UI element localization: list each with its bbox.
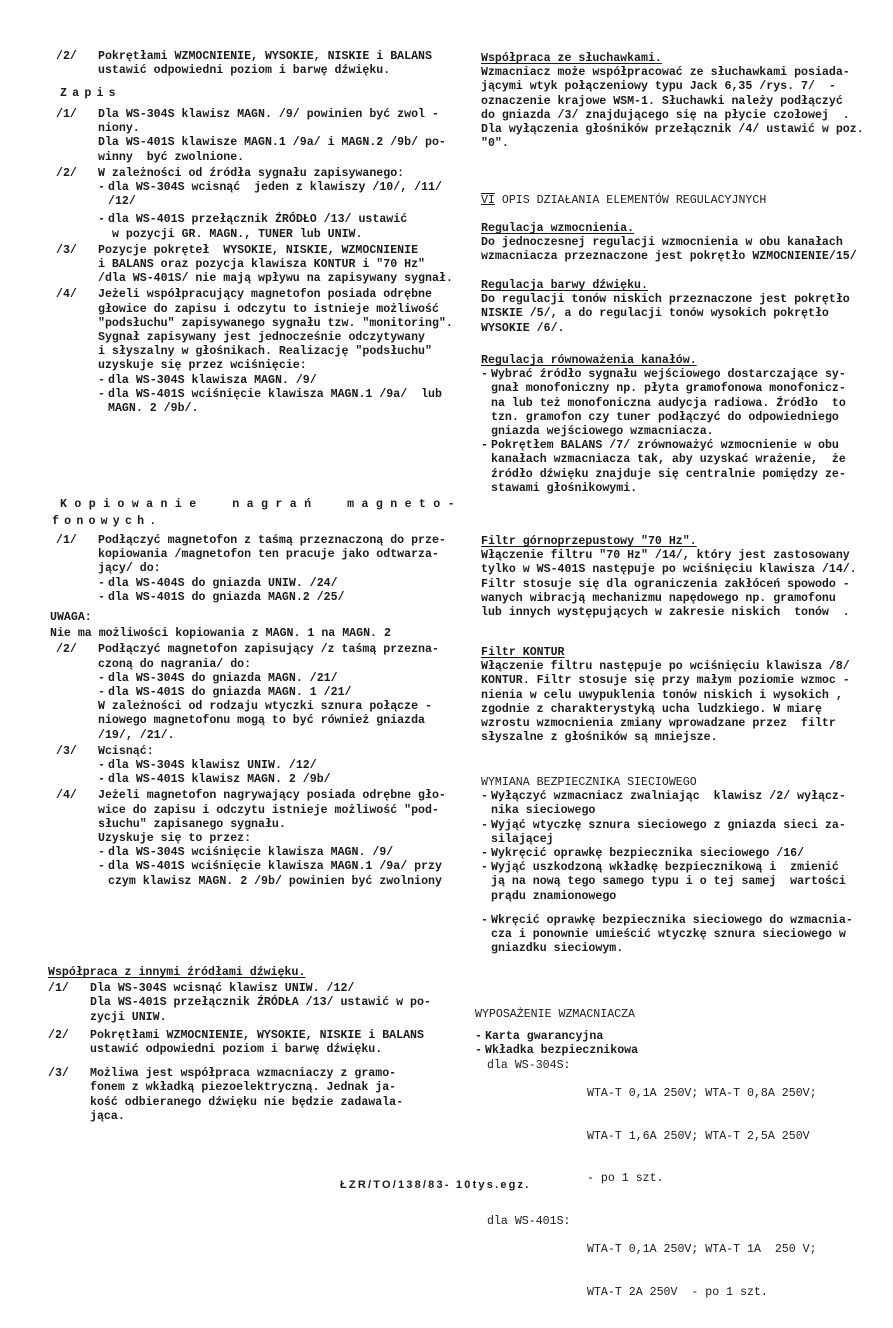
text-line: Wyjąć wtyczkę sznura sieciowego z gniazda sieci za- — [491, 818, 846, 832]
bullet-item: - Wkręcić oprawkę bezpiecznika sieciowego do wzmacnia- cza i ponownie umieścić wtyczkę sznura sieciowego w gniazdku sieciowym. — [481, 914, 876, 957]
text-line: jący/ do: — [98, 562, 161, 576]
fuse-model-label: dla WS-304S: — [487, 1058, 571, 1072]
text-line: gniazda wejściowego wzmacniacza. — [491, 425, 714, 439]
text-line: niowego magnetofonu mogą to być również gniazda — [98, 714, 425, 728]
text-line: W zależności od źródła sygnału zapisywanego: — [98, 166, 405, 180]
bullet-item: - dla WS-401S do gniazda MAGN. 1 /21/ — [98, 686, 456, 700]
section-heading: Zapis — [60, 87, 121, 100]
text-line: W zależności od rodzaju wtyczki sznura połącze - — [98, 700, 432, 714]
fuse-values — [587, 1059, 817, 1215]
text-line: wzrostu wzmocnienia zmiany wprowadzane przez filtr — [481, 717, 836, 731]
text-line: Pokrętłami WZMOCNIENIE, WYSOKIE, NISKIE i BALANS — [98, 50, 432, 63]
text-line: głowice do zapisu i odczytu to istnieje możliwość — [98, 302, 439, 316]
text-line: dla WS-401S przełącznik ŹRÓDŁO /13/ ustawić — [108, 213, 408, 227]
section-rownowazenie — [481, 354, 876, 496]
bullet-item: - dla WS-401S do gniazda MAGN.2 /25/ — [98, 591, 456, 605]
text-line: tzn. gramofon czy tuner podłączyć do odpowiedniego — [491, 410, 839, 424]
text-line: wanych wibracją mechanizmu napędowego np. gramofonu — [481, 591, 836, 605]
text-line: ją na nową tego samego typu i o tej samej wartości — [491, 875, 846, 889]
item-number: /4/ — [56, 789, 77, 803]
text-line: - po 1 szt. — [587, 1172, 664, 1186]
section-heading: Kopiowanie nagrań magneto- — [60, 498, 463, 511]
text-line: WTA-T 0,1A 250V; WTA-T 1A 250 V; — [587, 1243, 817, 1257]
numbered-item — [56, 108, 456, 165]
bullet-item: - Wyjąć wtyczkę sznura sieciowego z gniazda sieci za- silającej — [481, 819, 876, 847]
subsection-heading: Regulacja wzmocnienia. — [481, 222, 635, 235]
text-line: dla WS-401S wciśnięcie klawisza MAGN.1 /9a/ lub — [108, 387, 442, 401]
text-line: dla WS-304S wciśnięcie klawisza MAGN. /9/ — [108, 846, 394, 860]
numbered-item — [56, 50, 456, 78]
text-line: dla WS-401S do gniazda MAGN.2 /25/ — [108, 590, 345, 604]
text-line: i BALANS oraz pozycja klawisza KONTUR i "70 Hz" — [98, 258, 425, 272]
text-line: Pokrętłami WZMOCNIENIE, WYSOKIE, NISKIE i BALANS — [90, 1028, 424, 1042]
section-filtr-70hz — [481, 535, 876, 620]
text-line: na lub też monofoniczna audycja radiowa. Źródło to — [491, 396, 846, 410]
text-line: Dla WS-401S przełącznik ŹRÓDŁA /13/ ustawić w po- — [90, 996, 431, 1010]
text-line: Wyjąć uszkodzoną wkładkę bezpiecznikową i zmienić — [491, 861, 839, 875]
text-line: dla WS-401S klawisz MAGN. 2 /9b/ — [108, 773, 331, 787]
bullet-item: - Wyłączyć wzmacniacz zwalniając klawisz /2/ wyłącz- nika sieciowego — [481, 790, 876, 818]
text-line: Jeżeli współpracujący magnetofon posiada odrębne — [98, 288, 432, 302]
note-label: UWAGA: — [50, 611, 92, 625]
text-line: oznaczenie krajowe WSM-1. Słuchawki należy podłączyć — [481, 94, 843, 108]
numbered-item — [56, 534, 456, 605]
text-line: Wkręcić oprawkę bezpiecznika sieciowego do wzmacnia- — [491, 913, 853, 927]
text-line: Dla WS-304S klawisz MAGN. /9/ powinien być zwol - — [98, 108, 439, 121]
section-number: VI — [481, 194, 495, 207]
section-heading: WYMIANA BEZPIECZNIKA SIECIOWEGO — [481, 776, 697, 789]
text-line: fonem z wkładką piezoelektryczną. Jednak ja- — [90, 1081, 397, 1095]
text-line: lub innych występujących w zakresie niskich tonów . — [481, 606, 850, 620]
text-line: niony. — [98, 122, 140, 136]
text-line: KONTUR. Filtr stosuje się przy małym poziomie wzmoc - — [481, 674, 850, 688]
text-line: kanałach wzmacniacza tak, aby uzyskać wrażenie, że — [491, 453, 846, 467]
text-line: do gniazda /3/ znajdującego się na płycie czołowej . — [481, 108, 850, 122]
text-line: Filtr stosuje się dla ograniczenia zakłóceń spowodo - — [481, 577, 850, 591]
text-line: kopiowania /magnetofon ten pracuje jako odtwarza- — [98, 548, 439, 562]
kopiowanie-items — [50, 534, 456, 889]
bullet-item: - dla WS-401S przełącznik ŹRÓDŁO /13/ ustawić w pozycji GR. MAGN., TUNER lub UNIW. — [98, 213, 456, 241]
text-line: silającej — [491, 832, 554, 846]
bullet-item: - dla WS-304S klawisza MAGN. /9/ — [98, 374, 456, 388]
bullet-item: - Pokrętłem BALANS /7/ zrównoważyć wzmocnienie w obu kanałach wzmacniacza tak, aby uzyskać wrażenie, że źródło dźwięku znajduje się centralnie pomiędzy ze- stawami głośnikowymi. — [481, 439, 876, 496]
text-line: WTA-T 2A 250V - po 1 szt. — [587, 1285, 768, 1299]
item-number: /2/ — [48, 1028, 69, 1042]
subsection-heading: Filtr górnoprzepustowy "70 Hz". — [481, 535, 697, 548]
text-line: cza i ponownie umieścić wtyczkę sznura sieciowego w — [491, 928, 846, 942]
item-number: /4/ — [56, 288, 77, 302]
text-line: WYSOKIE /6/. — [481, 321, 565, 335]
text-line: Wybrać źródło sygnału wejściowego dostarczające sy- — [491, 368, 846, 382]
text-line: ustawić odpowiedni poziom i barwę dźwięku. — [98, 64, 391, 78]
text-line: Karta gwarancyjna — [485, 1030, 604, 1044]
fuse-row — [475, 1059, 870, 1215]
text-line: gnał monofoniczny np. płyta gramofonowa monofonicz- — [491, 382, 846, 396]
text-line: jącymi wtyk połączeniowy typu Jack 6,35 /rys. 7/ - — [481, 80, 836, 94]
numbered-item — [56, 745, 456, 788]
section-inne-zrodla — [48, 966, 448, 1124]
text-line: stawami głośnikowymi. — [491, 481, 638, 495]
section-heading: Współpraca ze słuchawkami. — [481, 52, 662, 65]
text-line: dla WS-304S do gniazda MAGN. /21/ — [108, 671, 338, 685]
text-line: dla WS-304S klawisz UNIW. /12/ — [108, 759, 317, 773]
text-line: Włączenie filtru "70 Hz" /14/, który jest zastosowany — [481, 549, 850, 563]
text-line: Jeżeli magnetofon nagrywający posiada odrębne gło- — [98, 789, 446, 803]
section-sluchawki — [481, 52, 876, 151]
bullet-item: - dla WS-401S wciśnięcie klawisza MAGN.1 /9a/ lub MAGN. 2 /9b/. — [98, 388, 456, 416]
text-line: Wcisnąć: — [98, 744, 154, 758]
text-line: Wyłączyć wzmacniacz zwalniając klawisz /2/ wyłącz- — [491, 790, 846, 804]
text-line: Podłączyć magnetofon z taśmą przeznaczoną do prze- — [98, 534, 446, 547]
text-line: Dla wyłączenia głośników przełącznik /4/ ustawić w poz. — [481, 123, 864, 137]
bullet-item: - dla WS-401S wciśnięcie klawisza MAGN.1 /9a/ przy czym klawisz MAGN. 2 /9b/ powinien być zwolniony — [98, 860, 456, 888]
text-line: nika sieciowego — [491, 804, 596, 818]
section-heading: Współpraca z innymi źródłami dźwięku. — [48, 966, 306, 979]
text-line: Wzmacniacz może współpracować ze słuchawkami posiada- — [481, 66, 850, 80]
note-text: Nie ma możliwości kopiowania z MAGN. 1 na MAGN. 2 — [50, 627, 391, 641]
text-line: słyszalne z głośników są mniejsze. — [481, 731, 718, 745]
text-line: tylko w WS-401S następuje po wciśnięciu klawisza /14/. — [481, 563, 857, 577]
bullet-item: - dla WS-304S wciśnięcie klawisza MAGN. /9/ — [98, 846, 456, 860]
text-line: prądu znamionowego — [491, 889, 617, 903]
text-line: źródło dźwięku znajduje się centralnie pomiędzy ze- — [491, 467, 846, 481]
numbered-item — [56, 288, 456, 416]
text-line: NISKIE /5/, a do regulacji tonów wysokich pokrętło — [481, 307, 829, 321]
text-line: Pozycje pokręteł WYSOKIE, NISKIE, WZMOCNIENIE — [98, 243, 419, 257]
text-line: "podsłuchu" zapisywanego sygnału tzw. "monitoring". — [98, 316, 453, 330]
item-number: /2/ — [56, 643, 77, 657]
text-line: słuchu" zapisanego sygnału. — [98, 817, 286, 831]
text-line: winny być zwolnione. — [98, 150, 245, 164]
bullet-item: - dla WS-304S wcisnąć jeden z klawiszy /10/, /11/ /12/ — [98, 181, 456, 209]
intro-paragraph — [56, 50, 456, 78]
section-heading: fonowych. — [52, 515, 162, 529]
section-zapis — [56, 87, 456, 101]
numbered-item — [56, 167, 456, 242]
numbered-item — [56, 643, 456, 742]
text-line: nienia w celu uwypuklenia tonów niskich i wysokich , — [481, 688, 843, 702]
section-wzmocnienie — [481, 222, 876, 265]
section-wyposazenie — [475, 1008, 870, 1328]
zapis-items — [56, 108, 456, 416]
bullet-item: - dla WS-404S do gniazda UNIW. /24/ — [98, 577, 456, 591]
bullet-item: - Wykręcić oprawkę bezpiecznika sieciowego /16/ — [481, 847, 876, 861]
item-number: /3/ — [56, 243, 77, 257]
bullet-item: - dla WS-304S klawisz UNIW. /12/ — [98, 759, 456, 773]
text-line: Dla WS-401S klawisze MAGN.1 /9a/ i MAGN.2 /9b/ po- — [98, 136, 446, 150]
text-line: dla WS-401S wciśnięcie klawisza MAGN.1 /9a/ przy — [108, 860, 442, 874]
text-line: /19/, /21/. — [98, 728, 175, 742]
text-line: dla WS-304S klawisza MAGN. /9/ — [108, 373, 317, 387]
section-heading: OPIS DZIAŁANIA ELEMENTÓW REGULACYJNYCH — [501, 194, 767, 207]
text-line: czym klawisz MAGN. 2 /9b/ powinien być zwolniony — [108, 874, 442, 888]
item-number: /1/ — [48, 982, 69, 996]
item-number: /3/ — [56, 744, 77, 758]
section-filtr-kontur — [481, 646, 876, 745]
text-line: w pozycji GR. MAGN., TUNER lub UNIW. — [112, 227, 363, 241]
text-line: Dla WS-304S wcisnąć klawisz UNIW. /12/ — [90, 982, 355, 996]
bullet-item: - Wkładka bezpiecznikowa — [475, 1044, 870, 1058]
bullet-item: - dla WS-401S klawisz MAGN. 2 /9b/ — [98, 773, 456, 787]
text-line: gniazdku sieciowym. — [491, 942, 624, 956]
section-kopiowanie — [52, 498, 463, 529]
section-wymiana-bezpiecznika — [481, 776, 876, 956]
text-line: uzyskuje się przez wciśnięcie: — [98, 359, 307, 373]
fuse-model-label: dla WS-401S: — [487, 1214, 571, 1228]
text-line: Do regulacji tonów niskich przeznaczone jest pokrętło — [481, 293, 850, 307]
text-line: Podłączyć magnetofon zapisujący /z taśmą przezna- — [98, 643, 439, 657]
text-line: Możliwa jest współpraca wzmacniaczy z gramo- — [90, 1067, 397, 1081]
subsection-heading: Filtr KONTUR — [481, 646, 565, 659]
text-line: dla WS-304S wcisnąć jeden z klawiszy /10/, /11/ — [108, 181, 442, 195]
text-line: Pokrętłem BALANS /7/ zrównoważyć wzmocnienie w obu — [491, 439, 839, 453]
text-line: Wykręcić oprawkę bezpiecznika sieciowego /16/ — [491, 847, 805, 861]
text-line: zycji UNIW. — [90, 1010, 167, 1024]
bullet-item: - dla WS-304S do gniazda MAGN. /21/ — [98, 672, 456, 686]
numbered-item — [56, 789, 456, 888]
section-6-heading — [481, 194, 876, 208]
text-line: jąca. — [90, 1109, 125, 1123]
text-line: zgodnie z charakterystyką ucha ludzkiego. W miarę — [481, 702, 822, 716]
fuse-values — [587, 1215, 817, 1328]
text-line: wice do zapisu i odczytu istnieje możliwość "pod- — [98, 803, 439, 817]
bullet-item: - Wybrać źródło sygnału wejściowego dostarczające sy- gnał monofoniczny np. płyta gramofonowa monofonicz- na lub też monofoniczna audycja radiowa. Źródło to tzn. gramofon czy tuner podłączyć do odpowiedniego gniazda wejściowego wzmacniacza. — [481, 368, 876, 439]
text-line: ustawić odpowiedni poziom i barwę dźwięku. — [90, 1043, 383, 1057]
text-line: dla WS-404S do gniazda UNIW. /24/ — [108, 576, 338, 590]
item-number: /1/ — [56, 534, 77, 547]
text-line: wzmacniacza przeznaczone jest pokrętło WZMOCNIENIE/15/ — [481, 250, 857, 264]
section-heading: WYPOSAŻENIE WZMACNIACZA — [475, 1008, 636, 1021]
subsection-heading: Regulacja równoważenia kanałów. — [481, 354, 697, 367]
print-footer: ŁZR/TO/138/83- 10tys.egz. — [340, 1179, 531, 1191]
item-number: /2/ — [56, 166, 77, 180]
bullet-item: - Karta gwarancyjna — [475, 1030, 870, 1044]
item-number: /2/ — [56, 50, 77, 63]
numbered-item — [48, 1029, 448, 1057]
item-number: /3/ — [48, 1067, 69, 1081]
text-line: dla WS-401S do gniazda MAGN. 1 /21/ — [108, 686, 352, 700]
text-line: /12/ — [108, 195, 136, 209]
text-line: MAGN. 2 /9b/. — [108, 402, 199, 416]
item-number: /1/ — [56, 108, 77, 121]
text-line: Włączenie filtru następuje po wciśnięciu klawisza /8/ — [481, 660, 850, 674]
numbered-item — [56, 244, 456, 287]
numbered-item — [48, 1067, 448, 1124]
subsection-heading: Regulacja barwy dźwięku. — [481, 279, 648, 292]
text-line: Wkładka bezpiecznikowa — [485, 1044, 639, 1058]
text-line: /dla WS-401S/ nie mają wpływu na zapisywany sygnał. — [98, 272, 453, 286]
text-line: kość odbieranego dźwięku nie będzie zadawala- — [90, 1095, 404, 1109]
bullet-item: - Wyjąć uszkodzoną wkładkę bezpiecznikową i zmienić ją na nową tego samego typu i o tej samej wartości prądu znamionowego — [481, 861, 876, 904]
section-barwa — [481, 279, 876, 336]
fuse-row — [475, 1215, 870, 1328]
text-line: Uzyskuje się to przez: — [98, 832, 252, 846]
text-line: WTA-T 1,6A 250V; WTA-T 2,5A 250V — [587, 1129, 810, 1143]
text-line: "0". — [481, 137, 509, 151]
text-line: Sygnał zapisywany jest jednocześnie odczytywany — [98, 331, 425, 345]
text-line: Do jednoczesnej regulacji wzmocnienia w obu kanałach — [481, 236, 843, 250]
text-line: czoną do nagrania/ do: — [98, 657, 252, 671]
text-line: WTA-T 0,1A 250V; WTA-T 0,8A 250V; — [587, 1087, 817, 1101]
numbered-item — [48, 982, 448, 1025]
text-line: i słyszalny w głośnikach. Realizację "podsłuchu" — [98, 345, 432, 359]
